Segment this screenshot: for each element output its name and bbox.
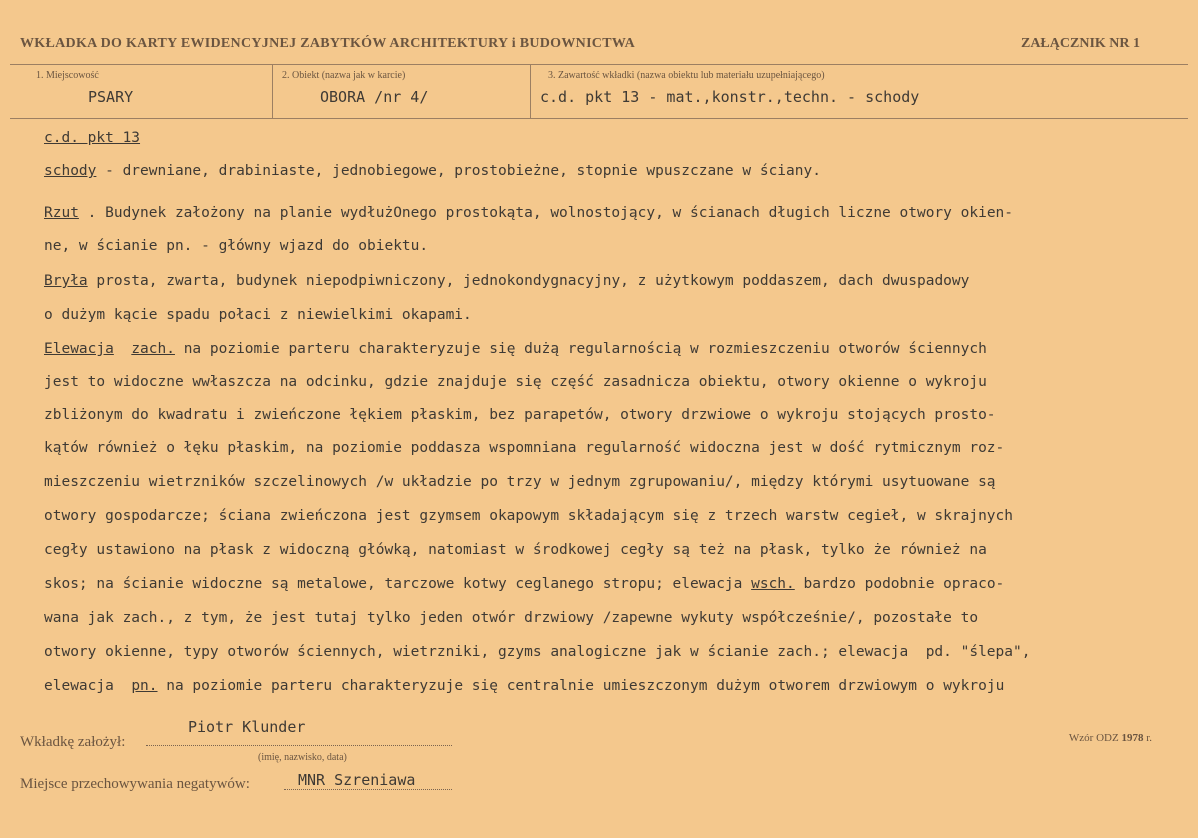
- form-code-year: 1978: [1121, 732, 1144, 744]
- elevation-line-1: [44, 341, 987, 357]
- elevation-line: zbliżonym do kwadratu i zwieńczone łękiem płaskim, bez parapetów, otwory drzwiowe o wykroju stojących prosto-: [44, 407, 996, 423]
- place-label: 1. Miejscowość: [36, 70, 99, 81]
- stairs-text: - drewniane, drabiniaste, jednobiegowe, prostobieżne, stopnie wpuszczane w ściany.: [96, 163, 821, 179]
- divider: [10, 118, 1188, 119]
- elevation-text: skos; na ścianie widoczne są metalowe, tarczowe kotwy ceglanego stropu; elewacja: [44, 576, 752, 592]
- plan-term: Rzut: [44, 205, 79, 221]
- plan-line-1: [44, 205, 1013, 221]
- divider: [10, 64, 1188, 65]
- storage-label: Miejsce przechowywania negatywów:: [20, 776, 250, 792]
- elevation-text: na poziomie parteru charakteryzuje się centralnie umieszczonym dużym otworem drzwiowym o wykroju: [157, 678, 1005, 694]
- elevation-text: elewacja: [44, 678, 132, 694]
- object-label: 2. Obiekt (nazwa jak w karcie): [282, 70, 406, 81]
- annex-number: ZAŁĄCZNIK NR 1: [1020, 36, 1140, 51]
- elevation-line: cegły ustawiono na płask z widoczną główką, natomiast w środkowej cegły są też na płask, tylko że również na: [44, 542, 987, 558]
- divider: [272, 64, 273, 118]
- mass-line-1: [44, 273, 969, 289]
- plan-line-2: ne, w ścianie pn. - główny wjazd do obiektu.: [44, 238, 429, 254]
- form-code-prefix: Wzór ODZ: [1068, 732, 1119, 744]
- plan-text: . Budynek założony na planie wydłużOnego prostokąta, wolnostojący, w ścianach długich liczne otwory okien-: [78, 205, 1014, 221]
- dotted-line: [284, 789, 452, 790]
- elevation-line: kątów również o łęku płaskim, na poziomie poddasza wspomniana regularność widoczna jest w dość rytmicznym roz-: [44, 440, 1005, 456]
- author-value: Piotr Klunder: [188, 718, 306, 736]
- dotted-line: [146, 745, 452, 746]
- mass-line-2: o dużym kącie spadu połaci z niewielkimi okapami.: [44, 307, 472, 323]
- stairs-paragraph: [44, 163, 821, 179]
- stairs-term: schody: [44, 163, 97, 179]
- elevation-line-9: [44, 576, 1004, 592]
- author-label: Wkładkę założył:: [20, 734, 126, 750]
- place-value: PSARY: [88, 88, 134, 106]
- storage-value: MNR Szreniawa: [298, 771, 416, 789]
- author-hint: (imię, nazwisko, data): [258, 752, 347, 763]
- contents-value: c.d. pkt 13 - mat.,konstr.,techn. - schody: [540, 88, 920, 106]
- contents-label: 3. Zawartość wkładki (nazwa obiektu lub materiału uzupełniającego): [548, 70, 825, 81]
- elevation-term: Elewacja: [44, 341, 114, 357]
- divider: [530, 64, 531, 118]
- elevation-line-11: otwory okienne, typy otworów ściennych, wietrzniki, gzyms analogiczne jak w ścianie zach.; elewacja pd. "ślepa",: [44, 644, 1031, 660]
- object-value: OBORA /nr 4/: [320, 88, 429, 106]
- form-code: Wzór ODZ 1978 r.: [1068, 732, 1152, 744]
- elevation-line-12: [44, 678, 1004, 694]
- elevation-line: otwory gospodarcze; ściana zwieńczona jest gzymsem okapowym składającym się z trzech warstw cegieł, w skrajnych: [44, 508, 1014, 524]
- elevation-text: na poziomie parteru charakteryzuje się dużą regularnością w rozmieszczeniu otworów ściennych: [174, 341, 987, 357]
- mass-term: Bryła: [44, 273, 88, 289]
- form-title: WKŁADKA DO KARTY EWIDENCYJNEJ ZABYTKÓW ARCHITEKTURY i BUDOWNICTWA: [20, 36, 636, 51]
- elevation-west: zach.: [131, 341, 175, 357]
- elevation-north: pn.: [131, 678, 158, 694]
- elevation-text: bardzo podobnie opraco-: [794, 576, 1005, 592]
- section-heading: c.d. pkt 13: [44, 130, 141, 146]
- elevation-line: jest to widoczne wwłaszcza na odcinku, gdzie znajduje się część zasadnicza obiektu, otwory okienne o wykroju: [44, 374, 987, 390]
- elevation-line-10: wana jak zach., z tym, że jest tutaj tylko jeden otwór drzwiowy /zapewne wykuty współcześnie/, pozostałe to: [44, 610, 979, 626]
- mass-text: prosta, zwarta, budynek niepodpiwniczony, jednokondygnacyjny, z użytkowym poddaszem, dach dwuspadowy: [87, 273, 970, 289]
- elevation-east: wsch.: [751, 576, 795, 592]
- elevation-line: mieszczeniu wietrzników szczelinowych /w układzie po trzy w jednym zgrupowaniu/, między którymi usytuowane są: [44, 474, 996, 490]
